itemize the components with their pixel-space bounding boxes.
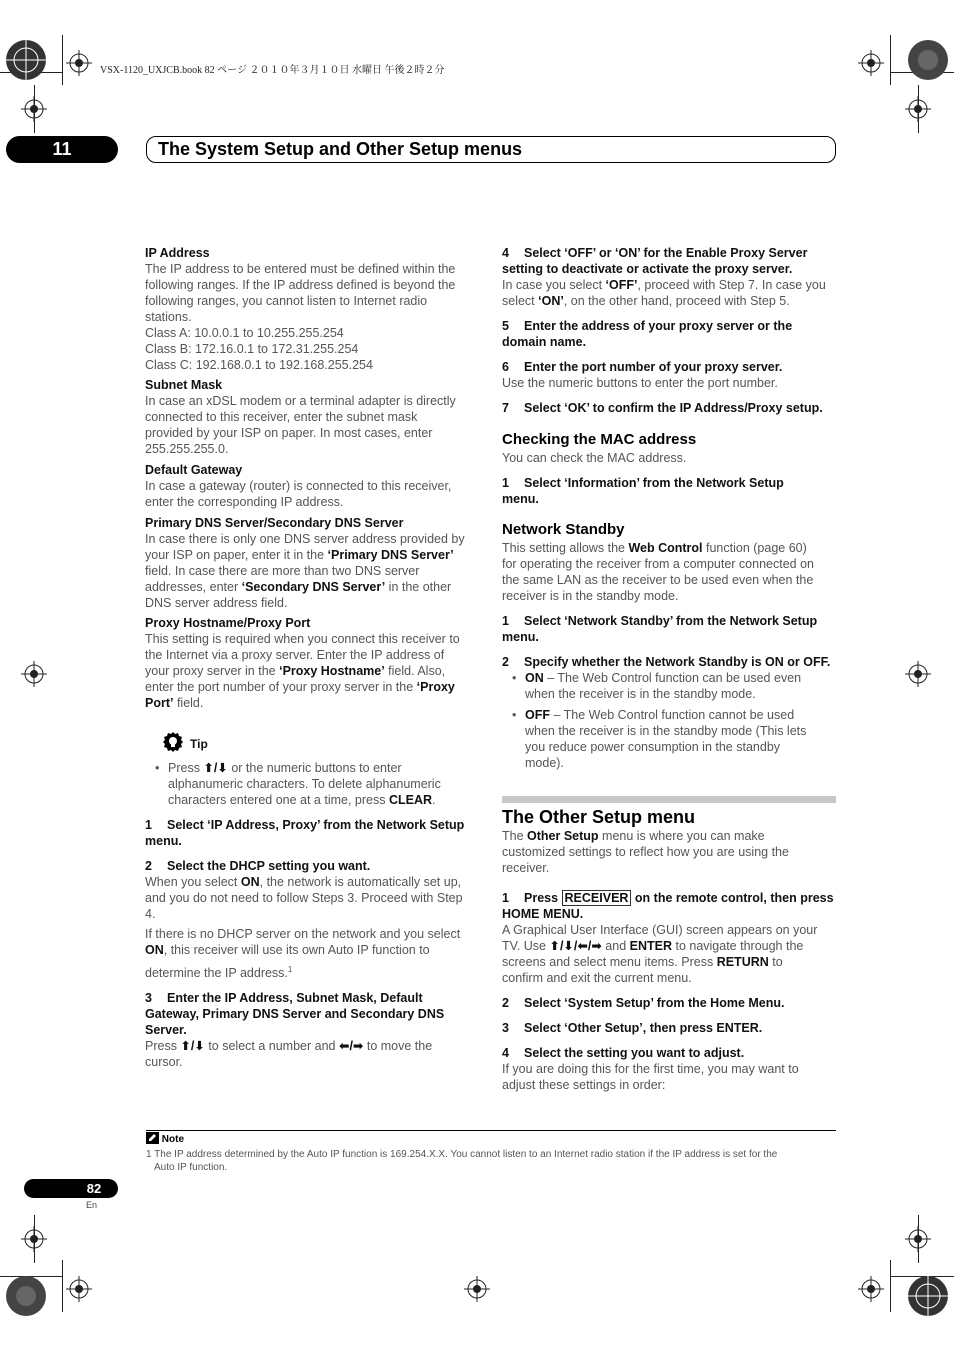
other-step-3: 3 Select ‘Other Setup’, then press ENTER. bbox=[502, 1021, 763, 1035]
step-3-cont: Gateway, Primary DNS Server and Secondary DNS bbox=[145, 1007, 445, 1022]
step-4-cont: setting to deactivate or activate the proxy server. bbox=[502, 262, 793, 276]
body-line: cursor. bbox=[145, 1055, 183, 1070]
body-line: confirm and exit the current menu. bbox=[502, 971, 692, 985]
body-line: This setting is required when you connect this receiver to bbox=[145, 632, 460, 646]
body-line: DNS server address field. bbox=[145, 596, 288, 610]
footnote-line: 1 The IP address determined by the Auto IP function is 169.254.X.X. You cannot listen to an Internet radio station if the IP address is set for the bbox=[146, 1149, 778, 1160]
mac-step-1-cont: menu. bbox=[502, 492, 539, 506]
body-line: when the receiver is in the standby mode. bbox=[525, 687, 756, 701]
body-line: for operating the receiver from a computer connected on bbox=[502, 557, 814, 571]
body-line: Port’ field. bbox=[145, 696, 204, 710]
body-line: When you select ON, the network is automatically set up, bbox=[145, 875, 462, 889]
footnote-heading: Note bbox=[146, 1132, 184, 1145]
step-7: 7 Select ‘OK’ to confirm the IP Address/Proxy setup. bbox=[502, 401, 823, 415]
body-line: determine the IP address.$^1$ bbox=[145, 965, 293, 981]
registration-target-icon bbox=[906, 1274, 950, 1318]
registration-target-icon bbox=[4, 1274, 48, 1318]
subnet-heading: Subnet Mask bbox=[145, 378, 223, 392]
file-meta: VSX-1120_UXJCB.book 82 ページ ２０１０年３月１０日 水曜日 午後２時２分 bbox=[100, 65, 445, 76]
other-step-2: 2 Select ‘System Setup’ from the Home Menu. bbox=[502, 996, 785, 1010]
up-down-arrow-icon: ⬆/⬇ bbox=[203, 761, 228, 775]
body-line: the Internet via a proxy server. Enter the IP address of bbox=[145, 648, 445, 662]
other-setup-heading: The Other Setup menu bbox=[502, 807, 696, 827]
body-line: the same LAN as the receiver to be used even when the bbox=[502, 573, 814, 587]
body-line: The Other Setup menu is where you can make bbox=[502, 829, 765, 843]
mac-heading: Checking the MAC address bbox=[502, 431, 697, 448]
crosshair-icon bbox=[21, 1226, 47, 1252]
body-line: ON – The Web Control function can be used even bbox=[525, 671, 802, 685]
crosshair-icon bbox=[905, 661, 931, 687]
crosshair-icon bbox=[905, 96, 931, 122]
arrow-keys-icon: ⬆/⬇/⬅/➡ bbox=[549, 939, 602, 953]
body-line: 255.255.255.0. bbox=[145, 442, 229, 456]
body-line: receiver. bbox=[502, 861, 550, 875]
standby-step-1: 1 Select ‘Network Standby’ from the Network Setup bbox=[502, 614, 818, 628]
body-line: You can check the MAC address. bbox=[502, 451, 687, 465]
step-6: 6 Enter the port number of your proxy server. bbox=[502, 360, 783, 374]
body-line: adjust these settings in order: bbox=[502, 1078, 666, 1092]
left-steps bbox=[145, 817, 480, 1070]
tip-label: Tip bbox=[190, 737, 208, 751]
crosshair-icon bbox=[66, 1276, 92, 1302]
body-line: A Graphical User Interface (GUI) screen appears on your bbox=[502, 923, 818, 937]
step-5-cont: domain name. bbox=[502, 335, 587, 349]
gateway-heading: Default Gateway bbox=[145, 463, 243, 477]
crosshair-icon bbox=[21, 661, 47, 687]
body-line: provided by your ISP on paper. In most cases, enter bbox=[145, 426, 433, 440]
other-step-1-cont: HOME MENU. bbox=[502, 907, 584, 921]
standby-on-bullet: • ON – The Web Control function can be used even when the receiver is in the standby mode. bbox=[502, 670, 838, 702]
other-setup-section bbox=[502, 806, 838, 1093]
chapter-title: The System Setup and Other Setup menus bbox=[158, 139, 523, 159]
crosshair-icon bbox=[858, 1276, 884, 1302]
crosshair-icon bbox=[66, 50, 92, 76]
body-line: select ‘ON’, on the other hand, proceed with Step 5. bbox=[502, 294, 790, 308]
body-line: addresses, enter ‘Secondary DNS Server’ in the other bbox=[145, 580, 452, 594]
proxy-heading: Proxy Hostname/Proxy Port bbox=[145, 616, 311, 630]
footnote-line: Auto IP function. bbox=[154, 1162, 228, 1173]
body-line: customized settings to reflect how you are using the bbox=[502, 845, 789, 859]
class-c-range: Class C: 192.168.0.1 to 192.168.255.254 bbox=[145, 358, 373, 372]
standby-step-1-cont: menu. bbox=[502, 630, 539, 644]
standby-step-2: 2 Specify whether the Network Standby is ON or OFF. bbox=[502, 655, 831, 669]
body-line: enter the port number of your proxy server in the ‘Proxy bbox=[145, 680, 455, 694]
body-line: The IP address to be entered must be defined within the bbox=[145, 262, 456, 276]
left-right-arrow-icon: ⬅/➡ bbox=[338, 1039, 364, 1054]
page-number: 82 bbox=[86, 1181, 102, 1196]
right-column bbox=[502, 245, 838, 771]
body-line: your ISP on paper, enter it in the ‘Primary DNS Server’ bbox=[145, 548, 454, 562]
body-line: In case a gateway (router) is connected to this receiver, bbox=[145, 479, 452, 493]
chapter-number: 11 bbox=[52, 139, 72, 159]
dns-heading: Primary DNS Server/Secondary DNS Server bbox=[145, 516, 404, 530]
body-line: 4. bbox=[145, 907, 156, 921]
tip-body bbox=[145, 760, 480, 808]
class-a-range: Class A: 10.0.0.1 to 10.255.255.254 bbox=[145, 326, 344, 340]
body-line: If you are doing this for the first time, you may want to bbox=[502, 1062, 799, 1076]
body-line: screens and select menu items. Press RETURN to bbox=[502, 955, 783, 969]
body-line: enter the corresponding IP address. bbox=[145, 495, 344, 509]
body-line: OFF – The Web Control function cannot be used bbox=[525, 708, 795, 722]
crosshair-icon bbox=[858, 50, 884, 76]
section-divider-bar bbox=[502, 796, 836, 803]
step-1: 1 Select ‘IP Address, Proxy’ from the Network Setup bbox=[145, 818, 465, 832]
body-line: Press ⬆/⬇ to select a number and ⬅/➡ to move the bbox=[145, 1039, 433, 1054]
body-line: you reduce power consumption in the standby bbox=[525, 740, 781, 754]
body-line: In case there is only one DNS server address provided by bbox=[145, 532, 465, 546]
tip-bullet: • Press ⬆/⬇ or the numeric buttons to enter alphanumeric characters. To delete alphanumeric characters entered one at a time, press CLEAR. bbox=[145, 760, 480, 808]
up-down-arrow-icon: ⬆/⬇ bbox=[180, 1039, 205, 1054]
crosshair-icon bbox=[21, 96, 47, 122]
body-line: Press ⬆/⬇ or the numeric buttons to enter bbox=[168, 761, 402, 775]
step-5: 5 Enter the address of your proxy server or the bbox=[502, 319, 793, 333]
step-4: 4 Select ‘OFF’ or ‘ON’ for the Enable Proxy Server bbox=[502, 246, 808, 260]
crosshair-icon bbox=[464, 1276, 490, 1302]
mac-step-1: 1 Select ‘Information’ from the Network Setup bbox=[502, 476, 784, 490]
body-line: If there is no DHCP server on the network and you select bbox=[145, 927, 461, 941]
body-line: mode). bbox=[525, 756, 564, 770]
standby-heading: Network Standby bbox=[502, 521, 625, 538]
step-3-cont: Server. bbox=[145, 1023, 187, 1038]
body-line: Use the numeric buttons to enter the port number. bbox=[502, 376, 778, 390]
body-line: following ranges. If the IP address defined is beyond the bbox=[145, 278, 456, 292]
body-line: receiver is in the standby mode. bbox=[502, 589, 679, 603]
body-line: ON, this receiver will use its own Auto IP function to bbox=[145, 943, 430, 957]
footnote-text bbox=[146, 1148, 836, 1174]
body-line: In case an xDSL modem or a terminal adapter is directly bbox=[145, 394, 456, 408]
body-line: alphanumeric characters. To delete alphanumeric bbox=[168, 777, 441, 791]
body-line: field. In case there are more than two DNS server bbox=[145, 564, 420, 578]
tip-lightbulb-icon bbox=[160, 731, 186, 753]
body-line: connected to this receiver, enter the subnet mask bbox=[145, 410, 418, 424]
other-step-1: 1 Press RECEIVER on the remote control, then press bbox=[502, 891, 834, 905]
body-line: stations. bbox=[145, 310, 192, 324]
body-line: your proxy server in the ‘Proxy Hostname’ field. Also, bbox=[145, 664, 446, 678]
ip-address-heading: IP Address bbox=[145, 246, 210, 260]
left-column bbox=[145, 245, 480, 711]
class-b-range: Class B: 172.16.0.1 to 172.31.255.254 bbox=[145, 342, 359, 356]
step-1-cont: menu. bbox=[145, 834, 182, 848]
other-step-4: 4 Select the setting you want to adjust. bbox=[502, 1046, 745, 1060]
crosshair-icon bbox=[905, 1226, 931, 1252]
step-2: 2 Select the DHCP setting you want. bbox=[145, 859, 371, 873]
registration-target-icon bbox=[4, 38, 48, 82]
body-line: when the receiver is in the standby mode (This lets bbox=[525, 724, 807, 738]
body-line: following ranges, you cannot listen to Internet radio bbox=[145, 294, 428, 308]
body-line: In case you select ‘OFF’, proceed with Step 7. In case you bbox=[502, 278, 826, 292]
registration-target-icon bbox=[906, 38, 950, 82]
receiver-key: RECEIVER bbox=[562, 890, 632, 906]
body-line: characters entered one at a time, press CLEAR. bbox=[168, 793, 436, 807]
standby-off-bullet: • OFF – The Web Control function cannot be used when the receiver is in the standby mode (This lets you reduce power consumption in the standby mode). bbox=[502, 707, 838, 771]
note-pencil-icon bbox=[146, 1132, 159, 1144]
body-line: TV. Use ⬆/⬇/⬅/➡ and ENTER to navigate through the bbox=[502, 939, 804, 953]
body-line: and you do not need to follow Steps 3. Proceed with Step bbox=[145, 891, 463, 905]
language-code: En bbox=[86, 1200, 98, 1210]
footnote-rule bbox=[146, 1130, 836, 1131]
step-3: 3 Enter the IP Address, Subnet Mask, Default bbox=[145, 991, 423, 1006]
body-line: This setting allows the Web Control function (page 60) bbox=[502, 541, 807, 555]
